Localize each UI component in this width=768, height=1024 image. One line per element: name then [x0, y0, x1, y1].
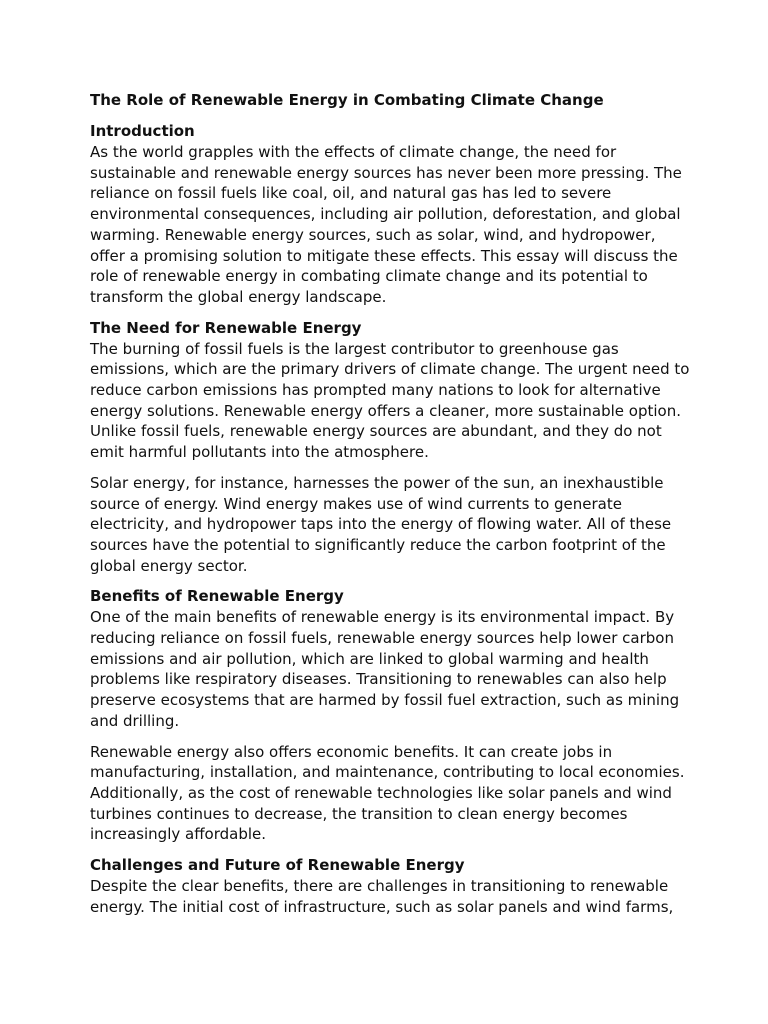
section-heading: The Need for Renewable Energy: [90, 318, 362, 337]
section-heading: Challenges and Future of Renewable Energy: [90, 856, 465, 875]
document-title: The Role of Renewable Energy in Combating Climate Change: [90, 91, 604, 109]
section-benefits-of-renewable-energy: [90, 586, 690, 845]
paragraph: As the world grapples with the effects of climate change, the need for sustainable and renewable energy sources has never been more pressing. The reliance on fossil fuels like coal, oil, and natural gas has led to severe environmental consequences, including air pollution, deforestation, and global warming. Renewable energy sources, such as solar, wind, and hydropower, offer a promising solution to mitigate these effects. This essay will discuss the role of renewable energy in combating climate change and its potential to transform the global energy landscape.: [90, 143, 682, 306]
document-page: [90, 90, 690, 928]
section-need-for-renewable-energy: [90, 318, 690, 577]
paragraph: The burning of fossil fuels is the largest contributor to greenhouse gas emissions, which are the primary drivers of climate change. The urgent need to reduce carbon emissions has prompted many nations to look for alternative energy solutions. Renewable energy offers a cleaner, more sustainable option. Unlike fossil fuels, renewable energy sources are abundant, and they do not emit harmful pollutants into the atmosphere.: [90, 339, 690, 462]
paragraph: Renewable energy also offers economic benefits. It can create jobs in manufacturing, installation, and maintenance, contributing to local economies. Additionally, as the cost of renewable technologies like solar panels and wind turbines continues to decrease, the transition to clean energy becomes increasingly affordable.: [90, 742, 685, 844]
section-challenges-and-future: [90, 855, 690, 917]
paragraph: Despite the clear benefits, there are challenges in transitioning to renewable energy. The initial cost of infrastructure, such as solar panels and wind farms,: [90, 877, 674, 916]
section-heading: Benefits of Renewable Energy: [90, 587, 344, 606]
paragraph: One of the main benefits of renewable energy is its environmental impact. By reducing reliance on fossil fuels, renewable energy sources help lower carbon emissions and air pollution, which are linked to global warming and health problems like respiratory diseases. Transitioning to renewables can also help preserve ecosystems that are harmed by fossil fuel extraction, such as mining and drilling.: [90, 608, 680, 730]
paragraph: Solar energy, for instance, harnesses the power of the sun, an inexhaustible source of energy. Wind energy makes use of wind currents to generate electricity, and hydropower taps into the energy of flowing water. All of these sources have the potential to significantly reduce the carbon footprint of the global energy sector.: [90, 473, 672, 575]
section-introduction: [90, 121, 690, 308]
section-heading: Introduction: [90, 122, 195, 140]
